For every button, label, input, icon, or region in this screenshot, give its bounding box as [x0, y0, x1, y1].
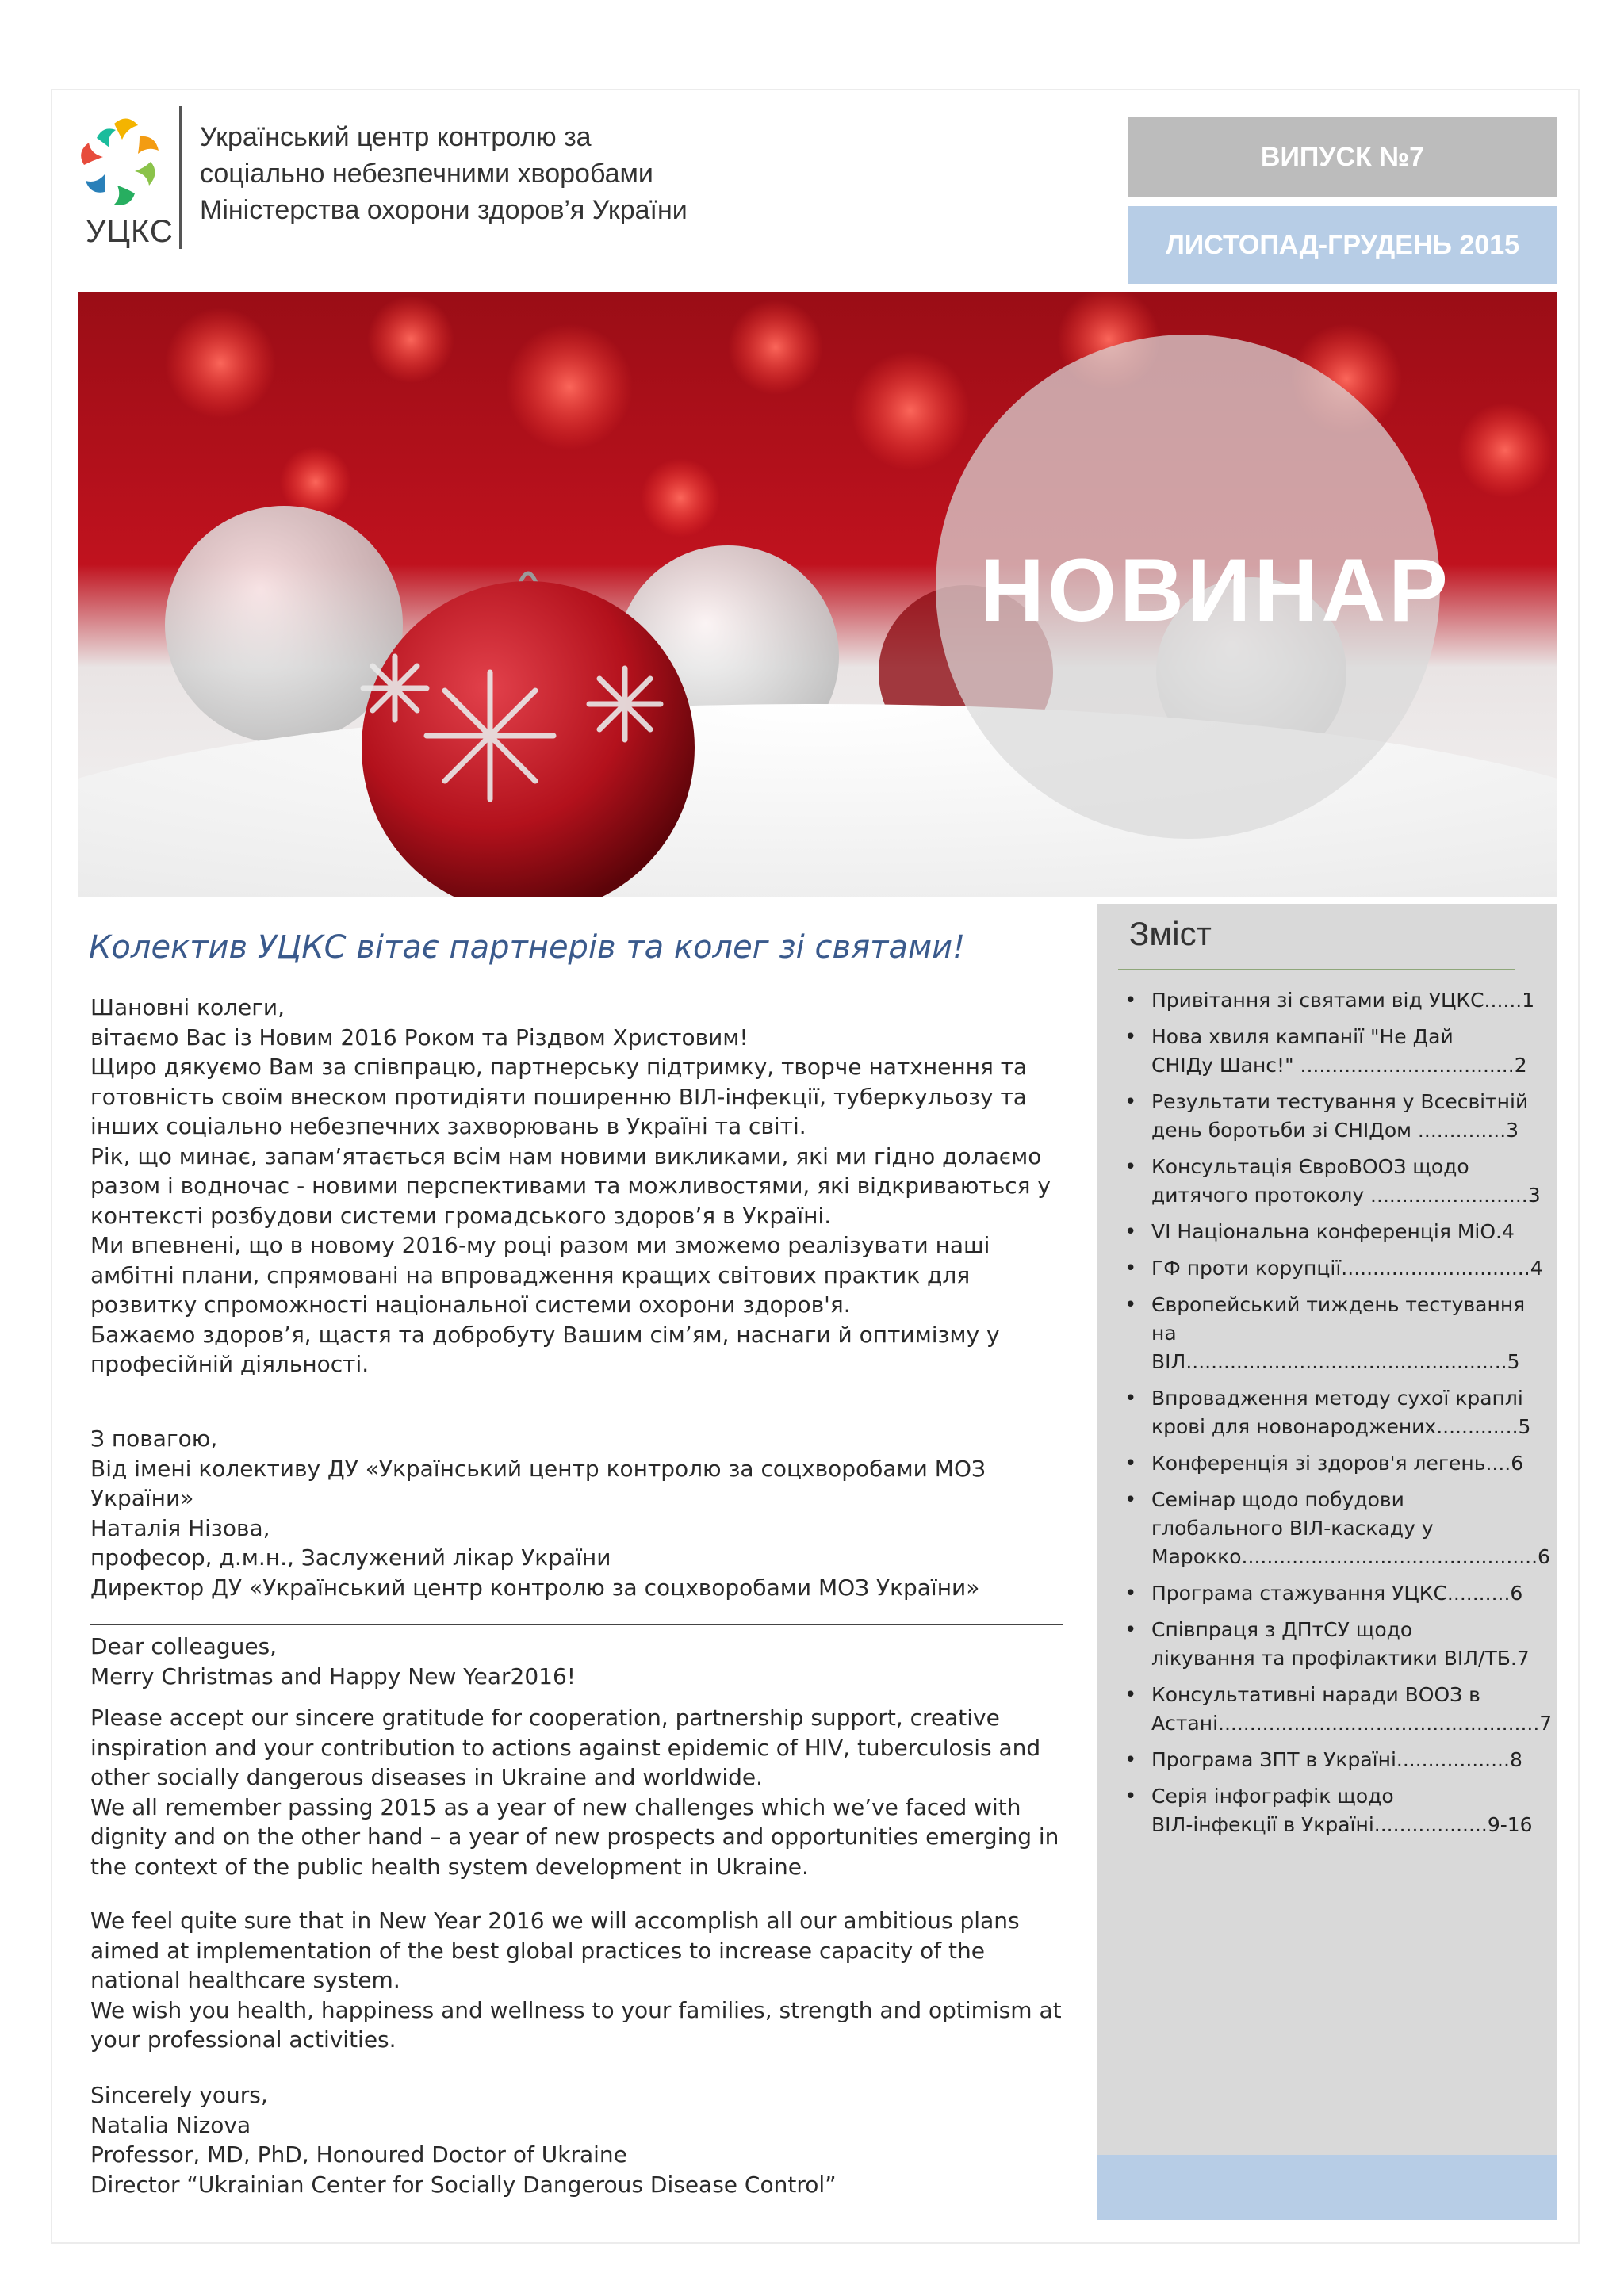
- ua-paragraph: Рік, що минає, запам’ятається всім нам новими викликами, які ми гідно долаємо разом і водночас - новими перспективами та можливостями, які відкриваються у контексті розбудови системи громадського здоров’я в Україні.: [90, 1142, 1051, 1229]
- en-paragraph: We feel quite sure that in New Year 2016 we will accomplish all our ambitious plans aimed at implementation of the best global practices to increase capacity of the national healthcare system.: [90, 1908, 1020, 1993]
- issue-number-badge: ВИПУСК №7: [1128, 117, 1557, 197]
- en-paragraph: Dear colleagues,: [90, 1633, 278, 1659]
- signature-line: Sincerely yours,: [90, 2082, 268, 2108]
- contents-item[interactable]: • VI Національна конференція МіО.4: [1118, 1218, 1546, 1246]
- ua-paragraph: Ми впевнені, що в новому 2016-му році разом ми зможемо реалізувати наші амбітні плани, спрямовані на впровадження кращих світових практик для розвитку спроможності національної системи охорони здоров'я.: [90, 1232, 990, 1318]
- signature-line: Director “Ukrainian Center for Socially Dangerous Disease Control”: [90, 2171, 837, 2198]
- contents-item[interactable]: • Європейський тиждень тестування на ВІЛ...................................................5: [1118, 1291, 1546, 1376]
- contents-item[interactable]: • Конференція зі здоров'я легень....6: [1118, 1449, 1546, 1478]
- en-paragraph: Merry Christmas and Happy New Year2016!: [90, 1663, 576, 1689]
- contents-item[interactable]: • Впровадження методу сухої краплі крові для новонароджених.............5: [1118, 1384, 1546, 1441]
- contents-item[interactable]: • Результати тестування у Всесвітній день боротьби зі СНІДом ..............3: [1118, 1088, 1546, 1145]
- ua-paragraph: Щиро дякуємо Вам за співпрацю, партнерську підтримку, творче натхнення та готовність своїм внеском протидіяти поширенню ВІЛ-інфекції, туберкульозу та інших соціально небезпечних захворювань в Україні та світі.: [90, 1054, 1028, 1139]
- contents-item[interactable]: • Нова хвиля кампанії "Не Дай СНІДу Шанс!" ..................................2: [1118, 1023, 1546, 1080]
- contents-item[interactable]: • Серія інфографік щодо ВІЛ-інфекції в Україні..................9-16: [1118, 1782, 1546, 1839]
- ua-paragraph: вітаємо Вас із Новим 2016 Роком та Різдвом Христовим!: [90, 1024, 749, 1050]
- org-name-line: Міністерства охорони здоров’я України: [200, 195, 688, 225]
- ua-paragraph: Шановні колеги,: [90, 994, 285, 1020]
- signature-line: З повагою,: [90, 1425, 218, 1452]
- contents-item[interactable]: • ГФ проти корупції..............................4: [1118, 1254, 1546, 1283]
- en-letter-body: [90, 1906, 1074, 2055]
- signature-line: Директор ДУ «Український центр контролю за соцхворобами МОЗ України»: [90, 1574, 980, 1601]
- masthead-title: НОВИНАР: [980, 541, 1451, 640]
- contents-item[interactable]: • Програма стажування УЦКС..........6: [1118, 1579, 1546, 1608]
- ua-paragraph: Бажаємо здоров’я, щастя та добробуту Вашим сім’ям, наснаги й оптимізму у професійній діяльності.: [90, 1321, 1000, 1377]
- language-separator: [90, 1624, 1063, 1625]
- contents-item[interactable]: • Консультативні наради ВООЗ в Астані...................................................7: [1118, 1681, 1546, 1738]
- contents-item[interactable]: • Семінар щодо побудови глобального ВІЛ-каскаду у Марокко...............................................6: [1118, 1486, 1546, 1571]
- en-paragraph: We all remember passing 2015 as a year of new challenges which we’ve faced with dignity and on the other hand – a year of new prospects and opportunities emerging in the context of the public health system development in Ukraine.: [90, 1793, 1059, 1880]
- en-signature: [90, 2080, 1074, 2199]
- contents-item[interactable]: • Програма ЗПТ в Україні..................8: [1118, 1746, 1546, 1774]
- logo-abbreviation: УЦКС: [86, 214, 174, 249]
- org-name-line: Український центр контролю за: [200, 122, 592, 152]
- issue-date-badge: ЛИСТОПАД-ГРУДЕНЬ 2015: [1128, 206, 1557, 284]
- ua-letter-body: [90, 993, 1074, 1380]
- org-name-line: соціально небезпечними хворобами: [200, 159, 653, 189]
- signature-line: Від імені колективу ДУ «Український центр контролю за соцхворобами МОЗ України»: [90, 1455, 986, 1511]
- signature-line: Natalia Nizova: [90, 2111, 251, 2138]
- sidebar-footer-bar: [1097, 2155, 1557, 2220]
- en-letter-body: [90, 1703, 1074, 1881]
- en-paragraph: Please accept our sincere gratitude for cooperation, partnership support, creative inspiration and your contribution to actions against epidemic of HIV, tuberculosis and other socially dangerous diseases in Ukraine and worldwide.: [90, 1705, 1041, 1790]
- en-paragraph: We wish you health, happiness and wellness to your families, strength and optimism at your professional activities.: [90, 1996, 1062, 2053]
- contents-divider: [1118, 969, 1515, 970]
- contents-item[interactable]: • Співпраця з ДПтСУ щодо лікування та профілактики ВІЛ/ТБ.7: [1118, 1616, 1546, 1673]
- organization-name: [200, 119, 688, 228]
- ua-signature: [90, 1424, 1074, 1602]
- signature-line: професор, д.м.н., Заслужений лікар України: [90, 1544, 611, 1571]
- greeting-heading: Колектив УЦКС вітає партнерів та колег зі святами!: [89, 929, 966, 966]
- en-letter-opening: [90, 1632, 1074, 1691]
- contents-item[interactable]: • Привітання зі святами від УЦКС......1: [1118, 986, 1546, 1015]
- logo-divider: [179, 106, 182, 249]
- signature-line: Professor, MD, PhD, Honoured Doctor of Ukraine: [90, 2141, 627, 2168]
- contents-title: Зміст: [1129, 915, 1212, 952]
- contents-item[interactable]: • Консультація ЄвроВООЗ щодо дитячого протоколу .........................3: [1118, 1153, 1546, 1210]
- contents-list: [1118, 986, 1553, 1847]
- signature-line: Наталія Нізова,: [90, 1514, 270, 1541]
